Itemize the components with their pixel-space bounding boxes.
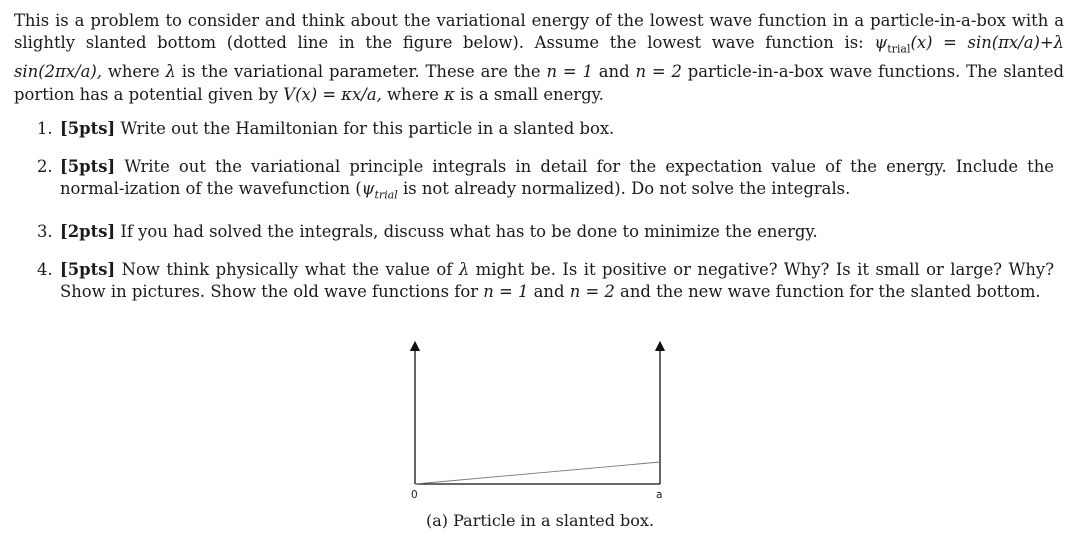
n2-expression: n = 2 [635, 62, 682, 82]
potential-equation: V(x) = κx/a, [283, 84, 382, 104]
and-text: and [533, 281, 565, 301]
item-number: 1. [37, 119, 53, 138]
points-label: [2pts] [60, 222, 116, 242]
question-item-1 [0, 118, 1054, 140]
intro-text-1: This is a problem to consider and think about the variational energy of the lowest wave function in a particle-in-a-box with a slightly slanted bottom (dotted line in the figure below). Assume the lowest wave function is: [14, 11, 1064, 53]
psi-trial-symbol: $\psi_{trial}$ [874, 33, 911, 56]
intro-text-4: particle-in-a-box wave functions. The slanted portion has a potential given by [14, 62, 1064, 104]
question-list [0, 118, 1080, 318]
lambda-symbol: λ [165, 62, 176, 82]
n1-expression: n = 1 [483, 281, 529, 301]
axis-label-a: a [656, 489, 663, 501]
and-text: and [598, 62, 630, 82]
item-number: 4. [37, 259, 53, 279]
problem-intro [14, 10, 1064, 106]
psi-trial-symbol: $\psi_{trial}$ [361, 178, 398, 201]
slanted-bottom-line [415, 462, 660, 484]
box-diagram [395, 336, 685, 501]
figure-caption: (a) Particle in a slanted box. [426, 511, 655, 530]
question-item-3 [0, 221, 1054, 243]
n2-expression: n = 2 [569, 281, 615, 301]
trial-wavefunction-equation: (x) = sin(πx/a)+λ sin(2πx/a), [14, 33, 1064, 82]
question-text-end: and the new wave function for the slanted bottom. [620, 281, 1041, 301]
question-item-4 [0, 259, 1054, 303]
question-text: Write out the variational principle integrals in detail for the expectation value of the energy. Include the normal-ization of the wavefunction ( [60, 156, 1054, 198]
intro-text-3: is the variational parameter. These are the [181, 62, 541, 82]
intro-text-5: where [387, 84, 439, 104]
points-label: [5pts] [60, 259, 116, 279]
question-text-continued: is not already normalized). Do not solve the integrals. [397, 178, 851, 198]
points-label: [5pts] [60, 156, 116, 176]
slanted-box-figure [395, 336, 685, 501]
kappa-symbol: κ [444, 84, 455, 104]
item-number: 3. [37, 222, 53, 242]
question-text-continued: might be. Is it positive or negative? Why? Is it small or large? Why? Show in pictures. Show the old wave functions for [60, 259, 1054, 301]
intro-text-6: is a small energy. [460, 84, 604, 104]
question-item-2 [0, 156, 1054, 206]
axis-label-zero: 0 [411, 489, 418, 501]
item-number: 2. [37, 156, 53, 176]
question-text: Write out the Hamiltonian for this particle in a slanted box. [120, 119, 615, 138]
points-label: [5pts] [60, 119, 116, 138]
lambda-symbol: λ [458, 259, 470, 279]
question-text: Now think physically what the value of [121, 259, 453, 279]
intro-text-2: where [107, 62, 160, 82]
question-text: If you had solved the integrals, discuss what has to be done to minimize the energy. [120, 222, 818, 242]
n1-expression: n = 1 [546, 62, 593, 82]
